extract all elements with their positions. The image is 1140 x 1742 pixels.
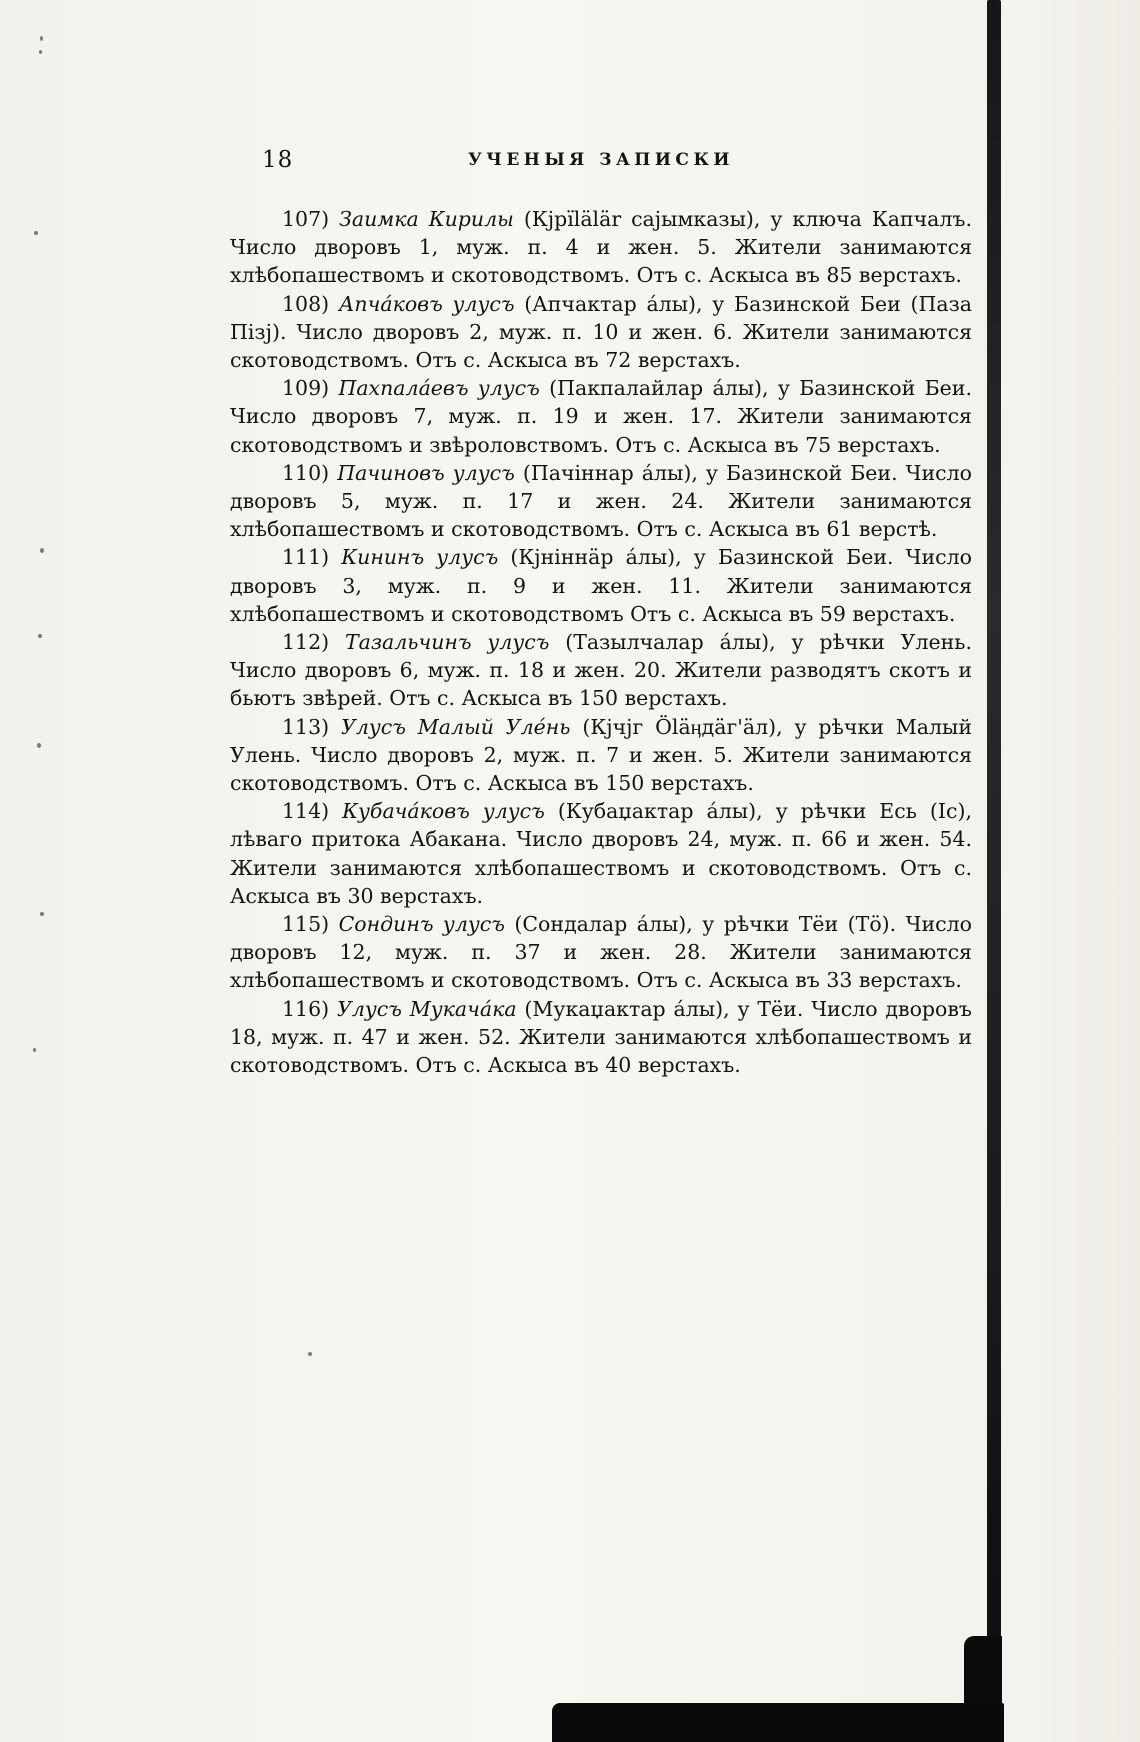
- entry-number: 108): [282, 291, 330, 316]
- entry-title: Пачиновъ улусъ: [337, 460, 515, 485]
- entry-number: 111): [282, 545, 330, 570]
- entry-number: 112): [282, 630, 330, 655]
- entry-number: 113): [282, 714, 330, 739]
- entry-title: Кининъ улусъ: [341, 545, 499, 570]
- scan-speck: [38, 634, 42, 638]
- page-number: 18: [262, 147, 294, 173]
- entry-111: [230, 543, 972, 628]
- entry-number: 109): [282, 376, 330, 401]
- entry-number: 107): [282, 207, 330, 231]
- entry-number: 115): [282, 912, 330, 937]
- entry-body: (Кjчjг Öläӊдäг'äл), у рѣчки Малый Улень. Число дворовъ 2, муж. п. 7 и жен. 5. Жители занимаются скотоводствомъ. Отъ с. Аскыса въ 150 верстахъ.: [230, 714, 973, 796]
- entry-112: [230, 628, 972, 713]
- entry-body: (Кубаџактар а́лы), у рѣчки Есь (Iс), лѣваго притока Абакана. Число дворовъ 24, муж. п. 66 и жен. 54. Жители занимаются хлѣбопашествомъ и скотоводствомъ. Отъ с. Аскыса въ 30 верстахъ.: [230, 799, 972, 908]
- entry-title: Улусъ Мукача́ка: [337, 996, 517, 1021]
- scan-speck: [40, 36, 43, 41]
- scan-speck: [34, 231, 38, 235]
- entry-body: (Апчактар а́лы), у Базинской Беи (Паза Пiзj). Число дворовъ 2, муж. п. 10 и жен. 6. Жители занимаются скотоводствомъ. Отъ с. Аскыса въ 72 верстахъ.: [230, 291, 972, 373]
- entry-116: [230, 995, 972, 1080]
- entry-107: [230, 205, 972, 290]
- scan-speck: [33, 1048, 36, 1052]
- scan-speck: [40, 912, 44, 916]
- entry-title: Апча́ковъ улусъ: [338, 291, 515, 316]
- entry-108: [230, 290, 972, 375]
- entry-body: (Пакпалайлар а́лы), у Базинской Беи. Число дворовъ 7, муж. п. 19 и жен. 17. Жители занимаются скотоводствомъ и звѣроловствомъ. Отъ с. Аскыса въ 75 верстахъ.: [230, 376, 972, 457]
- entry-113: [230, 713, 972, 798]
- running-title: УЧЕНЫЯ ЗАПИСКИ: [468, 150, 734, 170]
- entry-110: [230, 459, 972, 544]
- entry-title: Тазальчинъ улусъ: [344, 630, 550, 655]
- scan-speck: [308, 1352, 312, 1356]
- scan-speck: [39, 50, 42, 54]
- entry-title: Заимка Кирилы: [339, 207, 514, 231]
- running-head: [230, 146, 972, 176]
- entry-body: (Сондалар а́лы), у рѣчки Тёи (Тö). Число дворовъ 12, муж. п. 37 и жен. 28. Жители занимаются хлѣбопашествомъ и скотоводствомъ. Отъ с. Аскыса въ 33 верстахъ.: [230, 912, 972, 993]
- entry-109: [230, 374, 972, 459]
- entry-title: Сондинъ улусъ: [338, 912, 505, 937]
- entry-title: Пахпала́евъ улусъ: [338, 376, 540, 401]
- scan-ink-blob-bottom: [552, 1703, 1004, 1742]
- entry-body: (Пачiннар а́лы), у Базинской Беи. Число дворовъ 5, муж. п. 17 и жен. 24. Жители занимаются хлѣбопашествомъ и скотоводствомъ. Отъ с. Аскыса въ 61 верстѣ.: [230, 460, 972, 542]
- text-block: [230, 205, 972, 1079]
- entry-114: [230, 797, 972, 910]
- entry-number: 110): [282, 460, 330, 485]
- entry-115: [230, 910, 972, 995]
- scan-speck: [37, 743, 41, 748]
- scan-speck: [40, 548, 44, 553]
- entry-number: 114): [282, 799, 330, 824]
- entry-number: 116): [282, 996, 330, 1021]
- entry-body: (Кjpïlälär саjымказы), у ключа Капчалъ. Число дворовъ 1, муж. п. 4 и жен. 5. Жители занимаются хлѣбопашествомъ и скотоводствомъ. Отъ с. Аскыса въ 85 верстахъ.: [230, 207, 972, 288]
- entry-body: (Мукаџактар а́лы), у Тёи. Число дворовъ 18, муж. п. 47 и жен. 52. Жители занимаются хлѣбопашествомъ и скотоводствомъ. Отъ с. Аскыса въ 40 верстахъ.: [230, 996, 972, 1078]
- entry-title: Улусъ Малый Уле́нь: [341, 714, 571, 739]
- entry-body: (Тазылчалар а́лы), у рѣчки Улень. Число дворовъ 6, муж. п. 18 и жен. 20. Жители разводятъ скотъ и бьютъ звѣрей. Отъ с. Аскыса въ 150 верстахъ.: [230, 630, 972, 711]
- entry-body: (Кjнiннäр а́лы), у Базинской Беи. Число дворовъ 3, муж. п. 9 и жен. 11. Жители занимаются хлѣбопашествомъ и скотоводствомъ Отъ с. Аскыса въ 59 верстахъ.: [230, 545, 972, 626]
- scan-edge-bar: [987, 0, 1001, 1742]
- entry-title: Кубача́ковъ улусъ: [342, 799, 545, 824]
